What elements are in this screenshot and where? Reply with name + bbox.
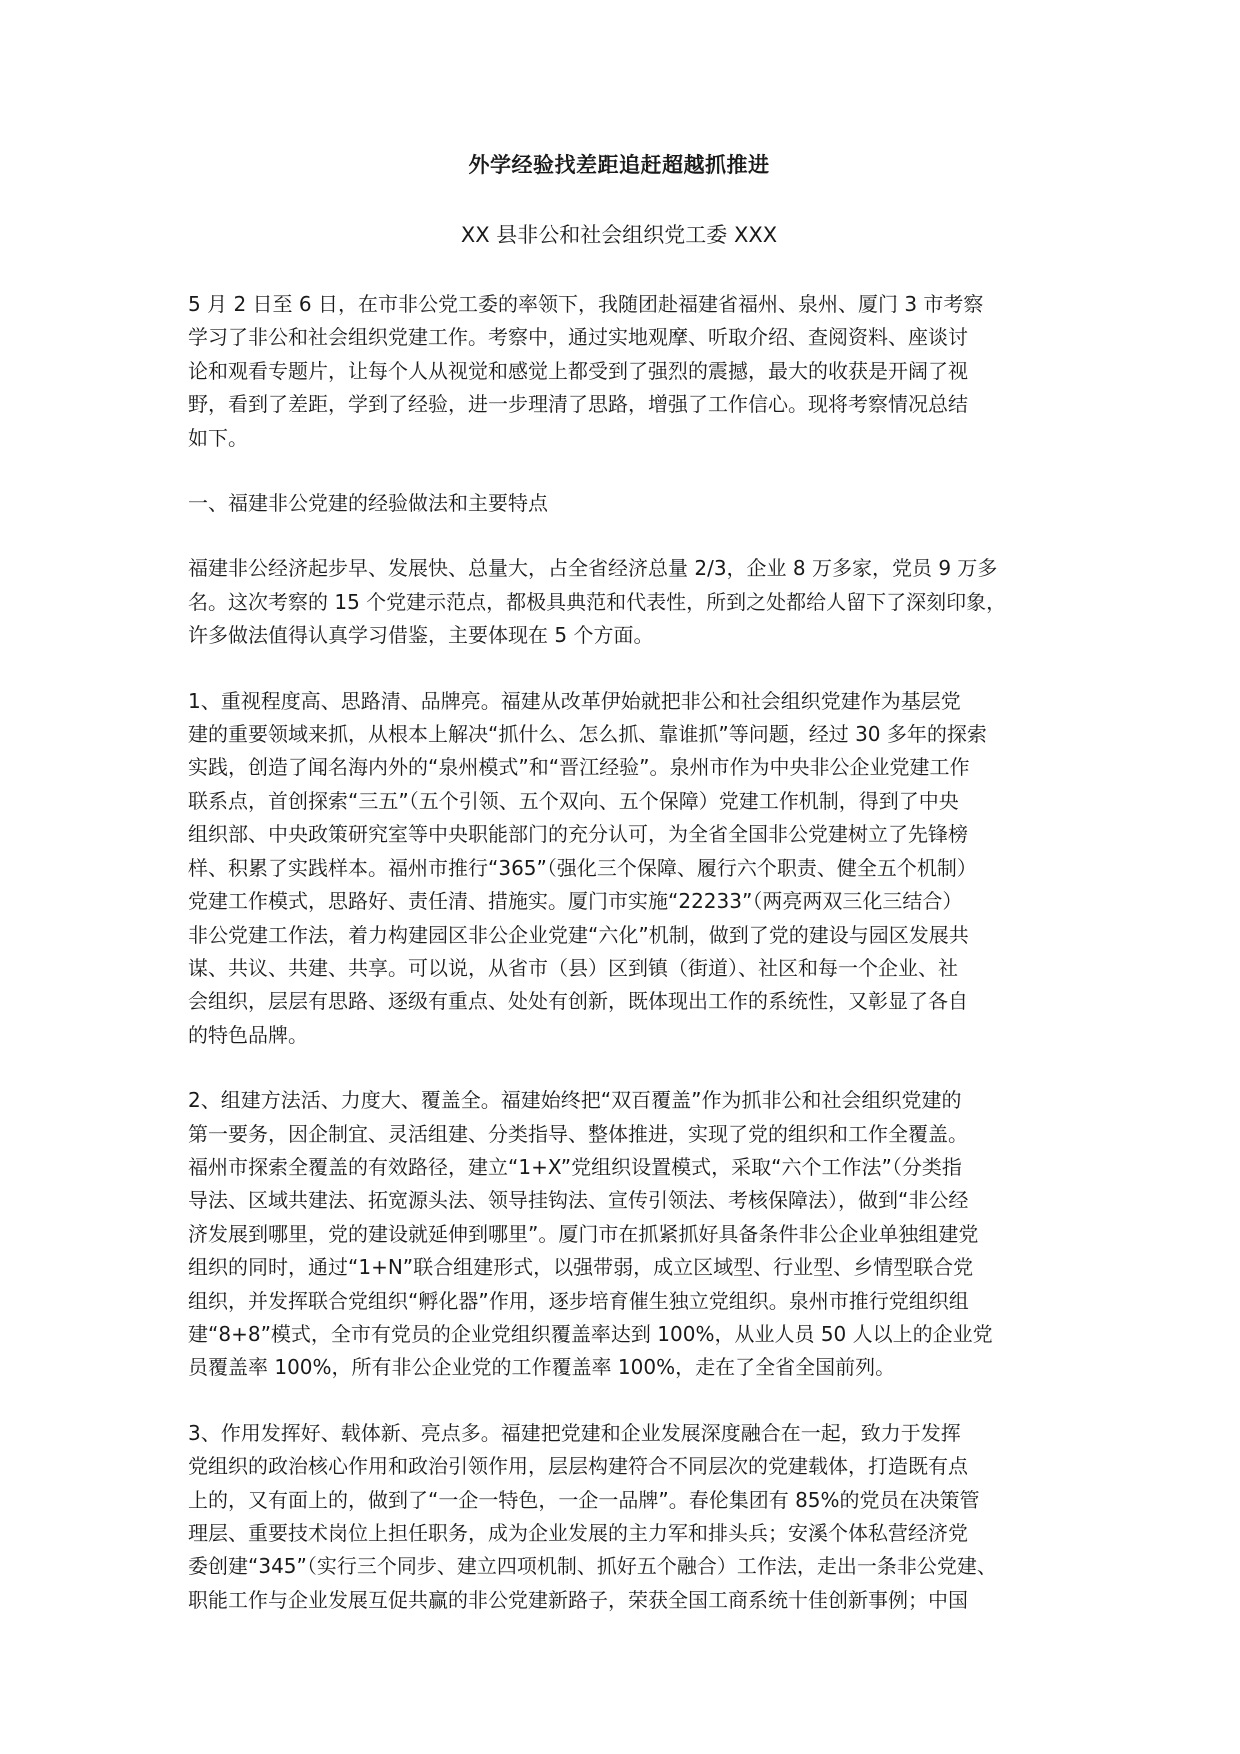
point-3-line: 3、作用发挥好、载体新、亮点多。福建把党建和企业发展深度融合在一起，致力于发挥	[188, 1420, 961, 1445]
point-1-line: 谋、共议、共建、共享。可以说，从省市（县）区到镇（街道）、社区和每一个企业、社	[188, 955, 958, 980]
point-2-line: 导法、区域共建法、拓宽源头法、领导挂钩法、宣传引领法、考核保障法），做到“非公经	[188, 1188, 969, 1213]
author-line: XX 县非公和社会组织党工委 XXX	[460, 223, 778, 247]
point-2-line: 组织，并发挥联合党组织“孵化器”作用，逐步培育催生独立党组织。泉州市推行党组织组	[188, 1288, 969, 1313]
document-page	[188, 150, 1050, 1649]
point-2-line: 第一要务，因企制宜、灵活组建、分类指导、整体推进，实现了党的组织和工作全覆盖。	[188, 1121, 968, 1146]
intro-paragraph	[188, 288, 1050, 455]
intro-line: 野，看到了差距，学到了经验，进一步理清了思路，增强了工作信心。现将考察情况总结	[188, 392, 968, 417]
intro-line: 论和观看专题片，让每个人从视觉和感觉上都受到了强烈的震撼，最大的收获是开阔了视	[188, 358, 968, 383]
section-intro-line: 福建非公经济起步早、发展快、总量大，占全省经济总量 2/3，企业 8 万多家，党员 9 万多	[188, 556, 998, 581]
point-3-line: 理层、重要技术岗位上担任职务，成为企业发展的主力军和排头兵；安溪个体私营经济党	[188, 1521, 968, 1545]
intro-line: 5 月 2 日至 6 日，在市非公党工委的率领下，我随团赴福建省福州、泉州、厦门 3 市考察	[188, 292, 984, 316]
point-3-line: 党组织的政治核心作用和政治引领作用，层层构建符合不同层次的党建载体，打造既有点	[188, 1454, 968, 1479]
document-title: 外学经验找差距追赶超越抓推进	[468, 153, 770, 177]
point-1-line: 党建工作模式，思路好、责任清、措施实。厦门市实施“22233”（两亮两双三化三结合）	[188, 889, 963, 914]
point-2-line: 建“8+8”模式，全市有党员的企业党组织覆盖率达到 100%，从业人员 50 人以上的企业党	[188, 1321, 993, 1346]
point-2-line: 2、组建方法活、力度大、覆盖全。福建始终把“双百覆盖”作为抓非公和社会组织党建的	[188, 1088, 962, 1113]
point-1-line: 实践，创造了闻名海内外的“泉州模式”和“晋江经验”。泉州市作为中央非公企业党建工作	[188, 755, 970, 780]
section-heading: 一、福建非公党建的经验做法和主要特点	[188, 491, 548, 516]
point-1-line: 的特色品牌。	[188, 1022, 308, 1047]
point-3-line: 职能工作与企业发展互促共赢的非公党建新路子，荣获全国工商系统十佳创新事例；中国	[188, 1587, 968, 1612]
point-2-paragraph	[188, 1084, 1050, 1385]
point-2-line: 组织的同时，通过“1+N”联合组建形式，以强带弱，成立区域型、行业型、乡情型联合党	[188, 1255, 974, 1280]
point-2-line: 员覆盖率 100%，所有非公企业党的工作覆盖率 100%，走在了全省全国前列。	[188, 1355, 896, 1380]
section-intro-line: 许多做法值得认真学习借鉴，主要体现在 5 个方面。	[188, 623, 654, 648]
intro-line: 如下。	[188, 425, 248, 450]
point-1-line: 联系点，首创探索“三五”（五个引领、五个双向、五个保障）党建工作机制，得到了中央	[188, 788, 959, 813]
point-1-line: 建的重要领域来抓，从根本上解决“抓什么、怎么抓、靠谁抓”等问题，经过 30 多年的探索	[188, 722, 987, 747]
point-1-line: 1、重视程度高、思路清、品牌亮。福建从改革伊始就把非公和社会组织党建作为基层党	[188, 688, 961, 713]
point-3-line: 上的，又有面上的，做到了“一企一特色，一企一品牌”。春伦集团有 85%的党员在决策管	[188, 1487, 980, 1512]
point-1-line: 组织部、中央政策研究室等中央职能部门的充分认可，为全省全国非公党建树立了先锋榜	[188, 822, 968, 847]
section-intro-paragraph	[188, 552, 1050, 652]
point-3-line: 委创建“345”（实行三个同步、建立四项机制、抓好五个融合）工作法，走出一条非公党建、	[188, 1554, 997, 1579]
intro-line: 学习了非公和社会组织党建工作。考察中，通过实地观摩、听取介绍、查阅资料、座谈讨	[188, 325, 968, 350]
point-3-paragraph	[188, 1417, 1050, 1617]
point-2-line: 福州市探索全覆盖的有效路径，建立“1+X”党组织设置模式，采取“六个工作法”（分类指	[188, 1154, 962, 1179]
section-intro-line: 名。这次考察的 15 个党建示范点，都极具典范和代表性，所到之处都给人留下了深刻印象，	[188, 589, 1007, 614]
point-1-line: 会组织，层层有思路、逐级有重点、处处有创新，既体现出工作的系统性，又彰显了各自	[188, 989, 968, 1014]
point-1-line: 样、积累了实践样本。福州市推行“365”（强化三个保障、履行六个职责、健全五个机制）	[188, 855, 977, 880]
point-2-line: 济发展到哪里，党的建设就延伸到哪里”。厦门市在抓紧抓好具备条件非公企业单独组建党	[188, 1221, 979, 1246]
point-1-line: 非公党建工作法，着力构建园区非公企业党建“六化”机制，做到了党的建设与园区发展共	[188, 922, 969, 947]
point-1-paragraph	[188, 685, 1050, 1052]
